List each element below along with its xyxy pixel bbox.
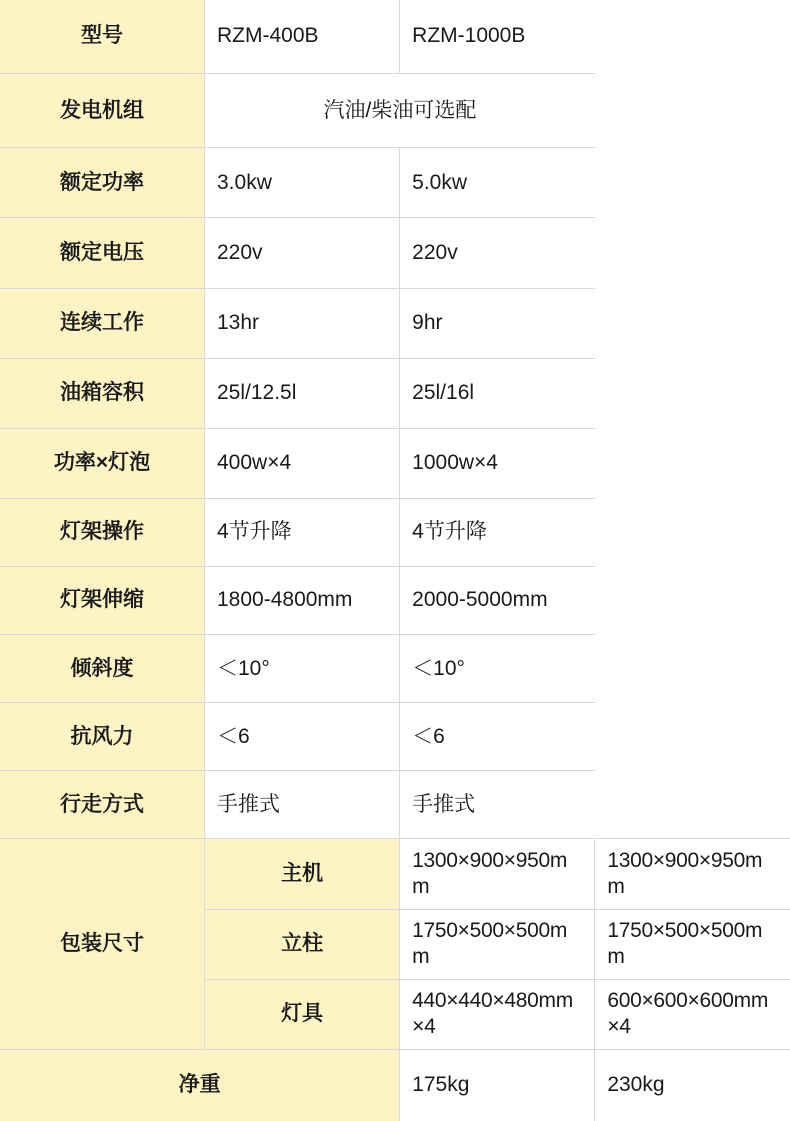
cell-mast-extension-400b: 1800-4800mm [205,567,400,635]
row-label-continuous-work: 连续工作 [0,288,205,358]
table-row [0,703,790,771]
row-label-tilt-angle: 倾斜度 [0,635,205,703]
row-label-model: 型号 [0,0,205,74]
row-sublabel-main-unit: 主机 [205,839,400,909]
row-label-tank-capacity: 油箱容积 [0,358,205,428]
cell-mast-extension-1000b: 2000-5000mm [400,567,595,635]
cell-package-lamp-1000b: 600×600×600mm×4 [595,979,790,1049]
table-row [0,74,790,148]
cell-rated-power-400b: 3.0kw [205,148,400,218]
table-row [0,498,790,566]
cell-moving-type-400b: 手推式 [205,771,400,839]
cell-package-lamp-400b: 440×440×480mm×4 [400,979,595,1049]
table-row [0,288,790,358]
cell-tilt-angle-1000b: ＜10° [400,635,595,703]
row-sublabel-column: 立柱 [205,909,400,979]
row-label-package-size: 包装尺寸 [0,839,205,1049]
cell-model-400b: RZM-400B [205,0,400,74]
table-row [0,148,790,218]
row-label-mast-extension: 灯架伸缩 [0,567,205,635]
cell-package-column-400b: 1750×500×500mm [400,909,595,979]
table-row [0,635,790,703]
cell-package-column-1000b: 1750×500×500mm [595,909,790,979]
cell-tank-capacity-1000b: 25l/16l [400,358,595,428]
table-row [0,0,790,74]
cell-moving-type-1000b: 手推式 [400,771,595,839]
table-row [0,839,790,909]
table-row [0,358,790,428]
row-label-rated-voltage: 额定电压 [0,218,205,288]
cell-package-main-1000b: 1300×900×950mm [595,839,790,909]
cell-continuous-work-400b: 13hr [205,288,400,358]
row-label-net-weight: 净重 [0,1049,400,1121]
cell-rated-voltage-1000b: 220v [400,218,595,288]
cell-tilt-angle-400b: ＜10° [205,635,400,703]
cell-net-weight-1000b: 230kg [595,1049,790,1121]
row-label-genset: 发电机组 [0,74,205,148]
row-label-wind-resistance: 抗风力 [0,703,205,771]
row-label-power-bulb: 功率×灯泡 [0,428,205,498]
row-label-rated-power: 额定功率 [0,148,205,218]
table-row [0,218,790,288]
row-label-moving-type: 行走方式 [0,771,205,839]
table-row [0,567,790,635]
cell-tank-capacity-400b: 25l/12.5l [205,358,400,428]
cell-mast-operation-400b: 4节升降 [205,498,400,566]
cell-rated-power-1000b: 5.0kw [400,148,595,218]
row-label-mast-operation: 灯架操作 [0,498,205,566]
row-sublabel-lamp: 灯具 [205,979,400,1049]
table-row [0,771,790,839]
cell-wind-resistance-400b: ＜6 [205,703,400,771]
cell-power-bulb-1000b: 1000w×4 [400,428,595,498]
cell-mast-operation-1000b: 4节升降 [400,498,595,566]
cell-wind-resistance-1000b: ＜6 [400,703,595,771]
cell-power-bulb-400b: 400w×4 [205,428,400,498]
cell-continuous-work-1000b: 9hr [400,288,595,358]
cell-package-main-400b: 1300×900×950mm [400,839,595,909]
table-row [0,1049,790,1121]
table-row [0,428,790,498]
cell-genset-merged: 汽油/柴油可选配 [205,74,595,148]
cell-rated-voltage-400b: 220v [205,218,400,288]
cell-net-weight-400b: 175kg [400,1049,595,1121]
cell-model-1000b: RZM-1000B [400,0,595,74]
